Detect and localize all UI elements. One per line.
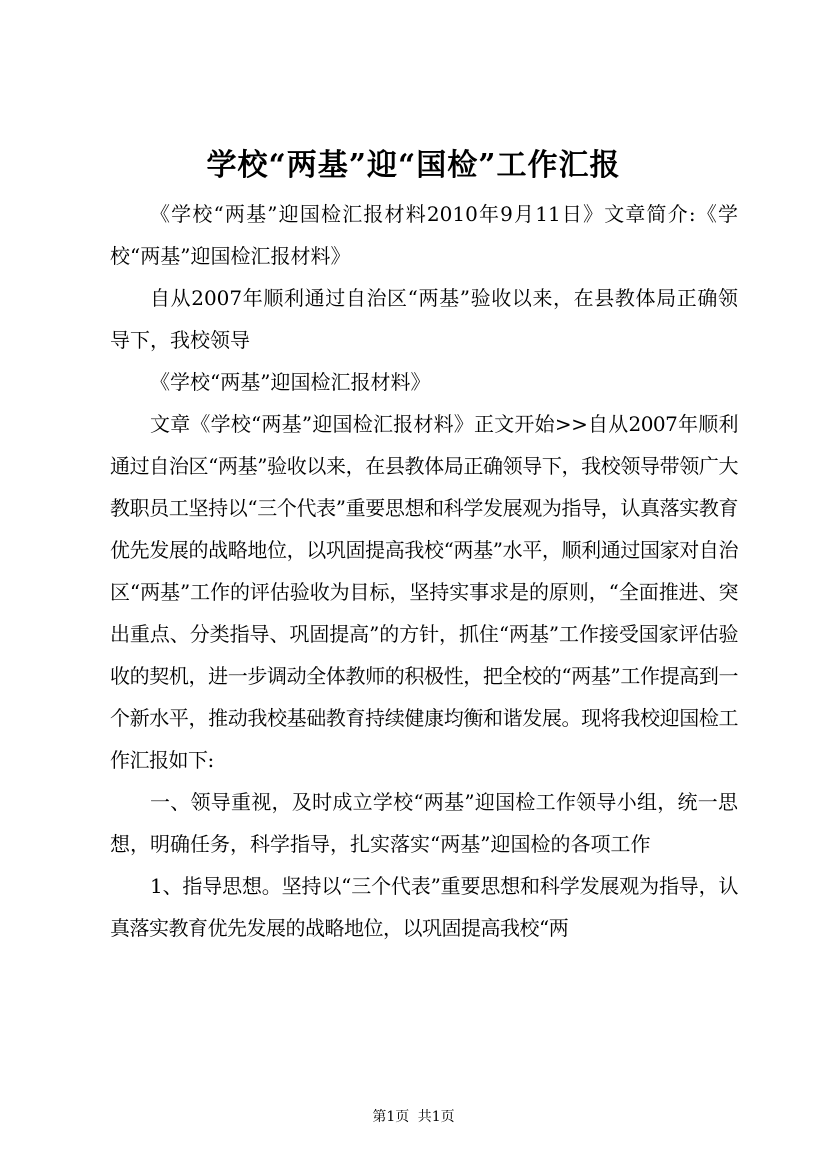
page-total: 共1页 — [417, 1109, 455, 1125]
page-footer — [0, 1107, 827, 1127]
document-body — [110, 193, 738, 949]
paragraph-main: 文章《学校“两基”迎国检汇报材料》正文开始>>自从2007年顺利通过自治区“两基”验收以来，在县教体局正确领导下，我校领导带领广大教职员工坚持以“三个代表”重要思想和科学发展观为指导，认真落实教育优先发展的战略地位，以巩固提高我校“两基”水平，顺利通过国家对自治区“两基”工作的评估验收为目标，坚持实事求是的原则，“全面推进、突出重点、分类指导、巩固提高”的方针，抓住“两基”工作接受国家评估验收的契机，进一步调动全体教师的积极性，把全校的“两基”工作提高到一个新水平，推动我校基础教育持续健康均衡和谐发展。现将我校迎国检工作汇报如下: — [110, 412, 738, 772]
paragraph-heading-repeat: 《学校“两基”迎国检汇报材料》 — [150, 370, 431, 394]
document-title: 学校“两基”迎“国检”工作汇报 — [206, 148, 621, 183]
paragraph-section-1: 一、领导重视，及时成立学校“两基”迎国检工作领导小组，统一思想，明确任务，科学指导，扎实落实“两基”迎国检的各项工作 — [110, 790, 738, 856]
paragraph-guiding-thought: 1、指导思想。坚持以“三个代表”重要思想和科学发展观为指导，认真落实教育优先发展的战略地位，以巩固提高我校“两 — [110, 874, 738, 940]
page-number: 第1页 — [372, 1109, 410, 1125]
paragraph-summary: 《学校“两基”迎国检汇报材料2010年9月11日》文章简介:《学校“两基”迎国检汇报材料》 — [110, 202, 738, 268]
paragraph-intro: 自从2007年顺利通过自治区“两基”验收以来，在县教体局正确领导下，我校领导 — [110, 286, 738, 352]
